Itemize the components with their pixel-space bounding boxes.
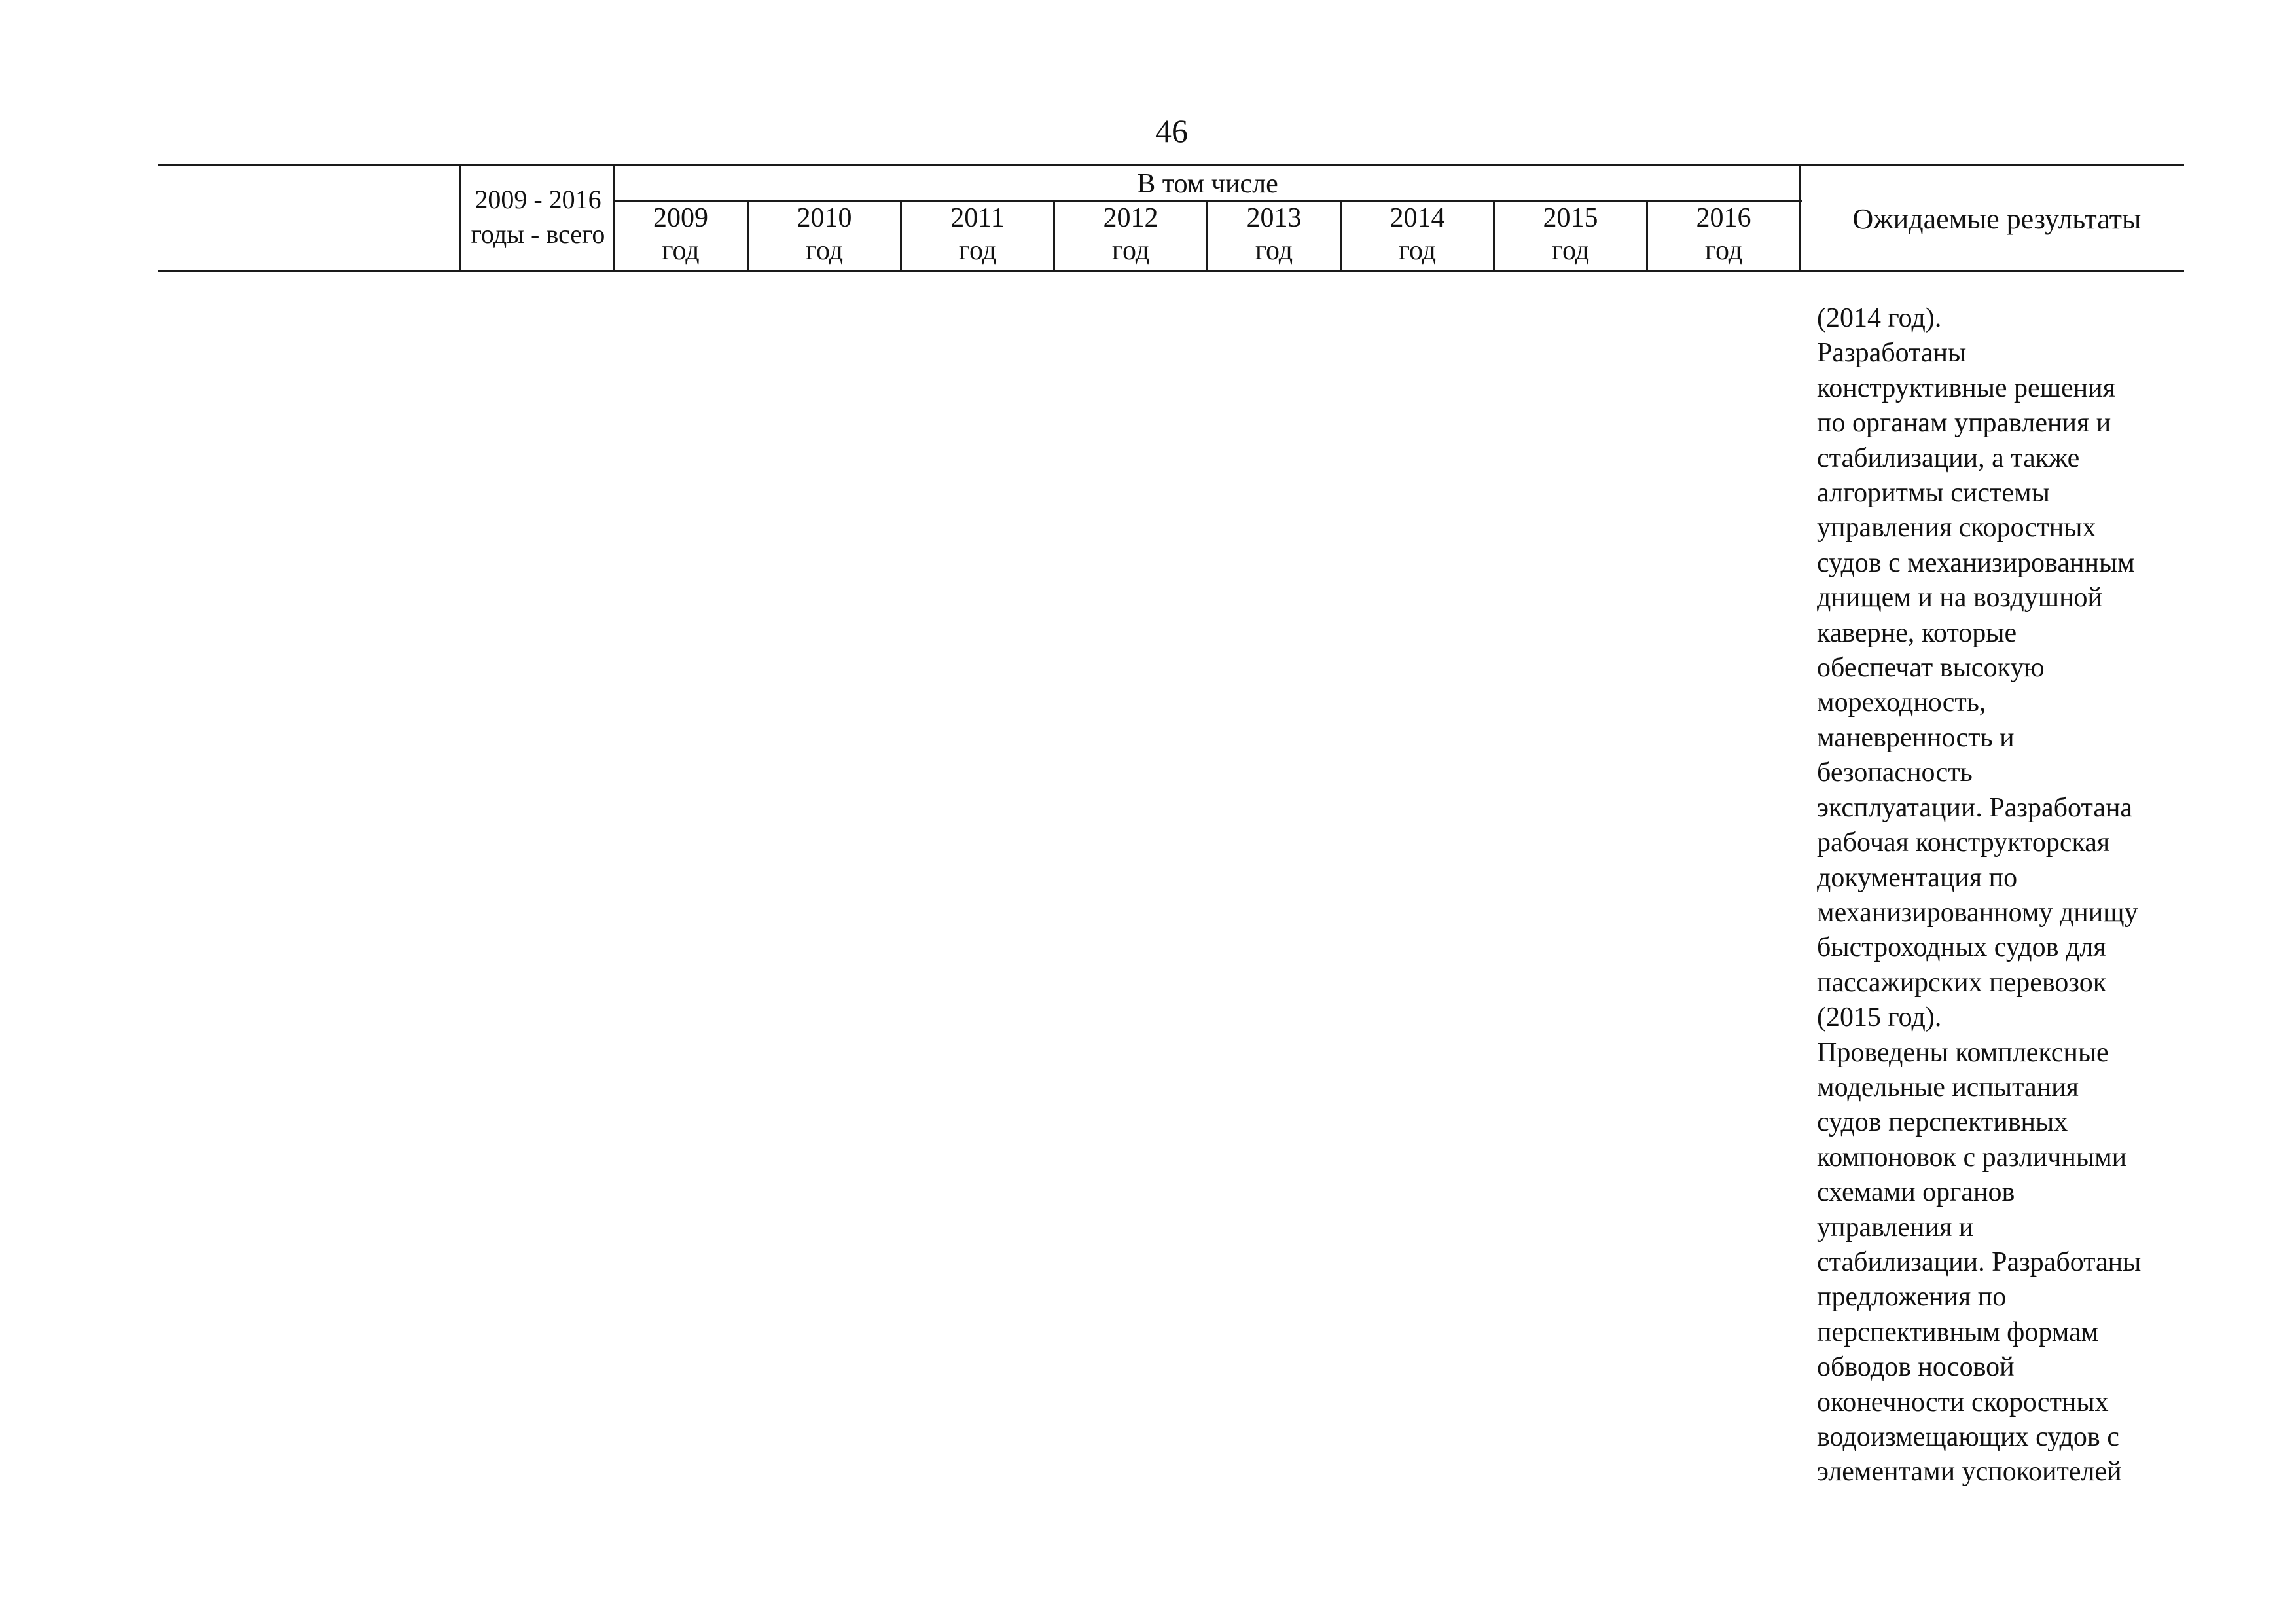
year-label: 2014 xyxy=(1390,203,1445,233)
year-unit: год xyxy=(1255,236,1293,266)
year-unit: год xyxy=(958,236,997,266)
page-number: 46 xyxy=(1155,113,1188,149)
year-unit: год xyxy=(805,236,844,266)
year-label: 2009 xyxy=(653,203,708,233)
header-bottom-rule xyxy=(158,270,2184,272)
year-label: 2015 xyxy=(1543,203,1598,233)
expected-results-text: (2014 год). Разработаны конструктивные решения по органам управления и стабилизации, а также алгоритмы системы управления скоростных судов с механизированным днищем и на воздушной каверне, которые обеспечат высокую мореходность, маневренность и безопасность эксплуатации. Разработана рабочая конструкторская документация по механизированному днищу быстроходных судов для пассажирских перевозок (2015 год). Проведены комплексные модельные испытания судов перспективных компоновок с различными схемами органов управления и стабилизации. Разработаны предложения по перспективным формам обводов носовой оконечности скоростных водоизмещающих судов с элементами успокоителей xyxy=(1817,303,2142,1487)
year-label: 2010 xyxy=(797,203,852,233)
expected-results-header: Ожидаемые результаты xyxy=(1852,203,2142,235)
year-unit: год xyxy=(662,236,700,266)
year-label: 2011 xyxy=(950,203,1005,233)
year-header-2010 xyxy=(749,202,900,267)
year-header-2011 xyxy=(902,202,1053,267)
year-header-2016 xyxy=(1648,202,1799,267)
year-label: 2016 xyxy=(1696,203,1751,233)
year-header-2015 xyxy=(1495,202,1646,267)
header-top-rule xyxy=(158,164,2184,166)
year-label: 2012 xyxy=(1103,203,1158,233)
year-header-2009 xyxy=(615,202,747,267)
col-border xyxy=(459,164,461,272)
year-header-2012 xyxy=(1055,202,1206,267)
year-label: 2013 xyxy=(1246,203,1302,233)
year-unit: год xyxy=(1398,236,1437,266)
year-unit: год xyxy=(1704,236,1743,266)
total-years-header: 2009 - 2016 годы - всего xyxy=(471,185,605,249)
subheader-label: В том числе xyxy=(1137,169,1278,199)
year-unit: год xyxy=(1111,236,1150,266)
year-header-2014 xyxy=(1342,202,1493,267)
year-unit: год xyxy=(1551,236,1590,266)
year-header-2013 xyxy=(1208,202,1340,267)
